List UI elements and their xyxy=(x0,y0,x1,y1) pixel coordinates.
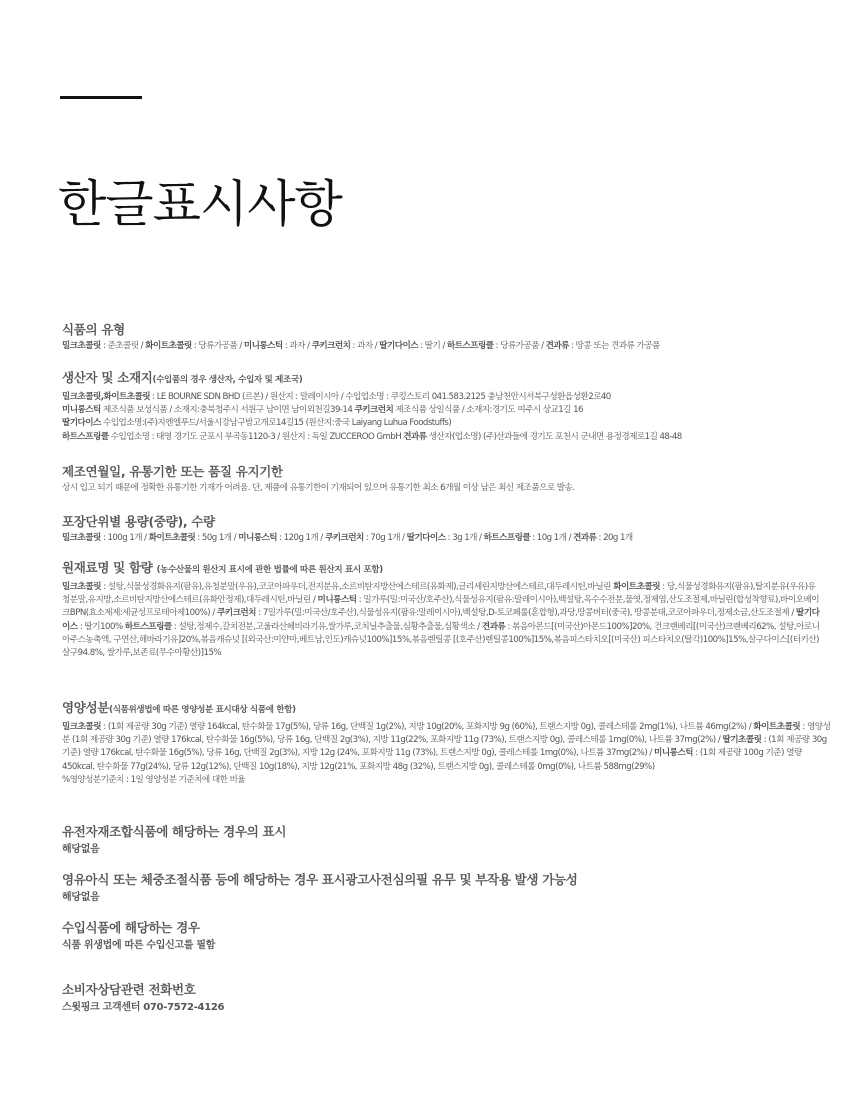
item-name: 딸기초콜릿 xyxy=(722,735,762,746)
item-name: 밀크초콜릿 xyxy=(62,533,101,543)
item-value: : 당,식물성경화유지(팜유),탈지분유(우유)유청분말,유지방,소르비탄지방산에스테르(유화안정제),대두레시틴,바닐린 / xyxy=(62,582,816,606)
item-value: : 딸기100% xyxy=(77,621,125,632)
expiry-section xyxy=(62,462,848,495)
item-name: 하트스프링클 xyxy=(124,621,172,632)
item-value: : (1회 제공량 30g 기준) 열량 164kcal, 탄수화물 17g(5%), 당류 16g, 단백질 1g(2%), 지방 10g(20%, 포화지방 9g (60%), 트랜스지방 0g), 콜레스테롤 2mg(1%), 나트륨 46mg(2%) / xyxy=(101,722,754,732)
item-value: : 설탕,정제수,갈치전분,고울라산헤비라기유,쌀가루,코치닐추출물,심황추출물,심황색소 / xyxy=(171,621,482,632)
item-value: : 과자 / xyxy=(282,341,312,351)
item-name: 쿠키크런치 xyxy=(216,608,256,619)
item-value: 수입업소명:(주)지엔엘푸드/서울시강남구밤고개로14길15 (원산지:중국 Laiyang Luhua Foodstuffs) xyxy=(100,418,452,429)
item-value: : 3g 1개 / xyxy=(445,533,484,543)
infant-section xyxy=(62,870,848,905)
item-value: 제조식품 상일식품 / 소재지:경기도 여주시 상교1길 16 xyxy=(393,405,583,416)
item-value: 수입업소명 : 태영 경기도 군포시 부곡동1120-3 / 원산지 : 독일 ZUCCEROO GmbH xyxy=(108,431,404,442)
gmo-title: 유전자재조합식품에 해당하는 경우의 표시 xyxy=(62,824,287,839)
item-name: 밀크초콜릿 xyxy=(62,582,102,592)
imported-section xyxy=(62,918,848,953)
item-name: 쿠키크런치 xyxy=(311,341,351,351)
ingredients-title-note: (농수산물의 원산지 표시에 관한 법률에 따른 원산지 표시 포함) xyxy=(156,565,383,575)
gmo-section xyxy=(62,822,848,857)
item-value: : 과자 / xyxy=(350,341,380,351)
item-value: : 70g 1개 / xyxy=(363,533,407,543)
producer-title xyxy=(62,368,848,390)
capacity-title: 포장단위별 용량(중량), 수량 xyxy=(62,514,215,529)
contact-value: 스윗핑크 고객센터 070-7572-4126 xyxy=(62,1002,225,1013)
contact-section xyxy=(62,980,848,1015)
food-type-section xyxy=(62,320,848,353)
item-value: : 땅콩 또는 견과류 가공품 xyxy=(568,341,660,351)
item-name: 하트스프링클 xyxy=(483,533,531,543)
contact-title: 소비자상담관련 전화번호 xyxy=(62,982,196,997)
nutrition-title-note: (식품위생법에 따른 영양성분 표시대상 식품에 한함) xyxy=(109,705,296,715)
top-divider xyxy=(60,96,142,99)
item-value: : 120g 1개 / xyxy=(277,533,325,543)
item-name: 견과류 xyxy=(481,621,506,632)
item-name: 하트스프링클 xyxy=(446,341,494,351)
item-name: 화이트초콜릿 xyxy=(145,341,192,351)
item-value: 제조식품 보성식품 / 소재지:충북청주시 서원구 남이면 남이외천길39-14 xyxy=(100,405,355,416)
item-name: 미니롱스틱 xyxy=(62,405,101,416)
item-value: : (1회 제공량 30g 기준) 열량 176kcal, 탄수화물 16g(5%), 당류 16g, 단백질 2g(3%), 지방 12g (24%, 포화지방 11g (73%), 트랜스지방 0g), 콜레스테롤 1mg(0%), 나트륨 37mg(2%) / xyxy=(62,735,827,759)
producer-line xyxy=(62,404,848,417)
food-type-line xyxy=(62,340,848,353)
item-name: 딸기다이스 xyxy=(379,341,419,351)
item-name: 하트스프링클 xyxy=(62,431,109,442)
nutrition-title-text: 영양성분 xyxy=(62,700,110,715)
item-name: 딸기다이스 xyxy=(62,418,101,429)
capacity-line xyxy=(62,532,848,545)
ingredients-text xyxy=(62,581,822,660)
nutrition-text xyxy=(62,721,832,774)
nutrition-section xyxy=(62,698,832,787)
item-name: 딸기다이스 xyxy=(406,533,446,543)
item-value: : 설탕,식물성경화유지(팜유),유청분말(우유),코코아파우더,전지분유,소르비탄지방산에스테르(유화제),글리세린지방산에스테르,대두레시틴,바닐린 xyxy=(101,582,614,592)
item-value: : 100g 1개 / xyxy=(100,533,149,543)
item-name: 화이트초콜릿 xyxy=(613,582,660,592)
item-name: 밀크초콜릿 xyxy=(62,722,102,732)
producer-line xyxy=(62,391,848,404)
ingredients-section xyxy=(62,558,822,660)
producer-title-note: (수입품의 경우 생산자, 수입자 및 제조국) xyxy=(152,375,303,385)
producer-line xyxy=(62,417,848,430)
capacity-section xyxy=(62,512,848,545)
item-name: 화이트초콜릿 xyxy=(148,533,196,543)
item-value: : 당류가공품 / xyxy=(191,341,244,351)
infant-value: 해당없음 xyxy=(62,892,100,903)
item-value: : LE BOURNE SDN BHD (르본) / 원산지 : 말레이시아 / 수입업소명 : 쿠킹스토리 041.583.2125 충남천안시서북구성환읍성환2로40 xyxy=(149,392,611,402)
producer-section xyxy=(62,368,848,444)
imported-title: 수입식품에 해당하는 경우 xyxy=(62,920,200,935)
item-name: 견과류 xyxy=(403,431,427,442)
item-value: : 볶음아몬드[(미국산)아몬드100%]20%, 건크랜베리[(미국산)크랜베리62%, 설탕,아로니아주스농축액, 구연산,해바라기유]20%,볶음캐슈넛 [(외국산:미얀마,베트남,인도)캐슈넛100%]15%,볶음렌틸콩 [(호주산)렌틸콩100%]15%,볶음피스타치오[(미국산) 피스타치오(탈각)100%]15%,살구다이스[(터키산)살구94.8%, 쌀가루,보존료(무수아황산)]15% xyxy=(62,621,820,659)
item-value: : 준초콜릿 / xyxy=(100,341,146,351)
food-type-title: 식품의 유형 xyxy=(62,322,125,337)
item-value: : 10g 1개 / xyxy=(530,533,574,543)
item-name: 밀크초콜릿,화이트초콜릿 xyxy=(62,392,150,402)
item-value: : 당류가공품 / xyxy=(493,341,546,351)
item-value: : 50g 1개 / xyxy=(195,533,239,543)
item-value: : 딸기 / xyxy=(418,341,447,351)
item-name: 견과류 xyxy=(545,341,569,351)
infant-title: 영유아식 또는 체중조절식품 등에 해당하는 경우 표시광고사전심의필 유무 및 부작용 발생 가능성 xyxy=(62,872,578,887)
producer-line xyxy=(62,431,848,444)
nutrition-footnote: %영양성분기준치 : 1일 영양성분 기준치에 대한 비율 xyxy=(62,774,246,785)
item-value: 생산자(업소명) (주)산과들에 경기도 포천시 군내면 용정경제로1길 48-48 xyxy=(426,431,682,442)
imported-value: 식품 위생법에 따른 수입신고를 필함 xyxy=(62,940,216,951)
page-title: 한글표시사항 xyxy=(58,175,342,233)
expiry-title: 제조연월일, 유통기한 또는 품질 유지기한 xyxy=(62,464,283,479)
item-name: 미니롱스틱 xyxy=(317,595,357,606)
item-value: : 20g 1개 xyxy=(596,533,633,543)
item-name: 밀크초콜릿 xyxy=(62,341,101,351)
ingredients-title-text: 원재료명 및 함량 xyxy=(62,560,153,575)
item-value: : (1회 제공량 100g 기준) 열량 450kcal, 탄수화물 77g(24%), 당류 12g(12%), 단백질 10g(18%), 지방 12g(21%, 포화지방 48g (32%), 트랜스지방 0g), 콜레스테롤 0mg(0%), 나트륨 588mg(29%) xyxy=(62,748,802,772)
item-name: 미니롱스틱 xyxy=(238,533,277,543)
gmo-value: 해당없음 xyxy=(62,844,100,855)
producer-title-text: 생산자 및 소재지 xyxy=(62,370,153,385)
item-name: 딸기다이스 xyxy=(62,608,820,632)
item-value: : 밀가루(밀:미국산/호주산),식물성유지(팜유:말레이시아),백설탕,옥수수전분,물엿,정제염,산도조절제,바닐린(합성착향료),바이오베이크BPN(효소제제:세균성프로테아제100%) / xyxy=(62,595,820,619)
item-name: 미니롱스틱 xyxy=(654,748,694,759)
nutrition-title xyxy=(62,698,832,720)
item-name: 미니롱스틱 xyxy=(243,341,283,351)
item-value: : 영양성분 (1회 제공량 30g 기준) 열량 176kcal, 탄수화물 16g(5%), 당류 16g, 단백질 2g(3%), 지방 11g(22%, 포화지방 11g (73%), 트랜스지방 0g), 콜레스테롤 1mg(0%), 나트륨 37mg(2%) / xyxy=(62,722,831,746)
item-name: 쿠키크런치 xyxy=(324,533,364,543)
item-name: 화이트초콜릿 xyxy=(753,722,801,732)
item-name: 견과류 xyxy=(573,533,597,543)
item-value: : 7밀가루(밀:미국산/호주산),식물성유지(팜유:말레이시아),백설탕,D-토코페롤(혼합형),과당,땅콩버터(중국), 땅콩분태,코코아파우더,정제소금,산도조절제 / xyxy=(255,608,797,619)
ingredients-title xyxy=(62,558,822,580)
expiry-text: 상시 입고 되기 때문에 정확한 유통기한 기재가 어려움. 단, 제품에 유통기한이 기재되어 있으며 유통기한 최소 6개월 이상 남은 최신 제조품으로 발송. xyxy=(62,483,575,493)
item-name: 쿠키크런치 xyxy=(354,405,394,416)
